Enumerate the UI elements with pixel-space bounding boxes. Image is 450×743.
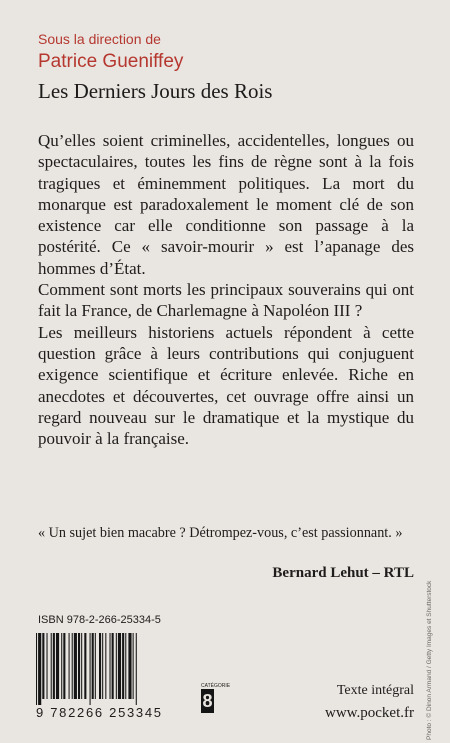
press-quote: « Un sujet bien macabre ? Détrompez-vous, c’est passionnant. » xyxy=(38,525,403,541)
publisher-website: www.pocket.fr xyxy=(325,705,414,721)
direction-label: Sous la direction de xyxy=(38,31,161,47)
isbn: ISBN 978-2-266-25334-5 xyxy=(38,614,161,626)
category-number: 8 xyxy=(202,691,213,711)
category-label: CATÉGORIE xyxy=(201,683,231,689)
photo-credit: Photo : © Dinon Armand / Getty Images et Shutterstock xyxy=(426,580,433,740)
blurb-paragraph: Qu’elles soient criminelles, accidentelles, longues ou spectaculaires, toutes les fins de règne sont à la fois tragiques et éminemment politiques. La mort du monarque est paradoxalement le moment clé de son existence car elle conditionne son passage à la postérité. Ce « savoir-mourir » est l’apanage des hommes d’État. xyxy=(38,131,414,278)
book-title: Les Derniers Jours des Rois xyxy=(38,79,273,103)
quote-author: Bernard Lehut – RTL xyxy=(272,565,414,581)
header xyxy=(38,30,272,104)
barcode-digits: 9 782266 253345 xyxy=(36,705,163,720)
texte-integral: Texte intégral xyxy=(336,683,414,698)
barcode xyxy=(34,633,194,705)
author-name: Patrice Gueniffey xyxy=(38,51,184,72)
blurb xyxy=(38,130,414,449)
blurb-paragraph: Les meilleurs historiens actuels répondent à cette question grâce à leurs contributions qui conjuguent exigence scientifique et écriture enlevée. Riche en anecdotes et découvertes, cet ouvrage offre ainsi un regard nouveau sur le dramatique et la mystique du pouvoir à la française. xyxy=(38,322,414,449)
category-badge xyxy=(201,683,231,713)
blurb-paragraph: Comment sont morts les principaux souverains qui ont fait la France, de Charlemagne à Napoléon III ? xyxy=(38,280,414,321)
